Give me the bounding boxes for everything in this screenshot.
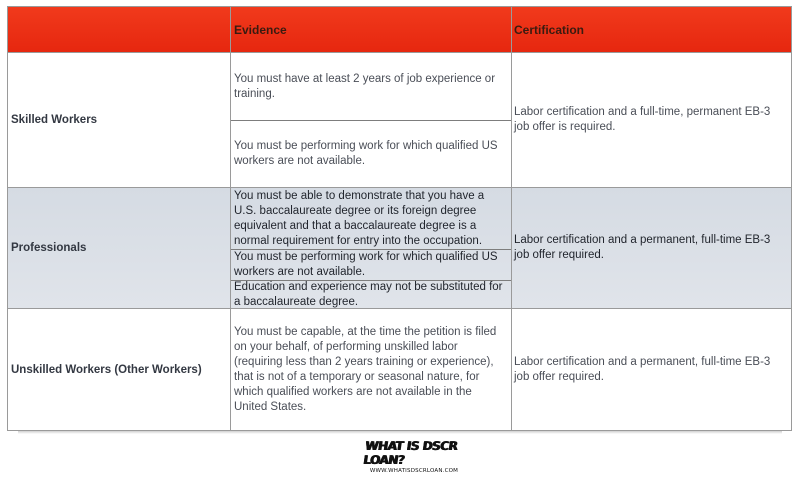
header-evidence: Evidence [234, 23, 287, 37]
row-category: Skilled Workers [11, 114, 98, 126]
row-category: Unskilled Workers (Other Workers) [11, 363, 202, 376]
evidence-cell: Education and experience may not be substituted for a baccalaureate degree. [234, 280, 503, 308]
evidence-cell: You must be performing work for which qualified US workers are not available. [234, 251, 498, 278]
evidence-cell: You must be able to demonstrate that you have a U.S. baccalaureate degree or its foreign degree equivalent and that a baccalaureate degree is a normal requirement for entry into the occupation. [234, 190, 485, 247]
table-shadow [18, 431, 782, 434]
table-row [8, 53, 791, 187]
eb3-requirements-table [7, 6, 792, 431]
evidence-cell: You must be performing work for which qualified US workers are not available. [234, 140, 498, 167]
table-row [8, 309, 791, 430]
certification-cell: Labor certification and a permanent, full-time EB-3 job offer required. [514, 234, 771, 261]
column-divider [230, 7, 231, 430]
table-row [8, 188, 791, 308]
row-category: Professionals [11, 242, 87, 254]
header-category [11, 7, 229, 53]
logo-title: WHAT IS DSCR LOAN? [362, 438, 458, 467]
column-divider [511, 7, 512, 430]
logo-url: WWW.WHATISDSCRLOAN.COM [369, 467, 459, 474]
certification-cell: Labor certification and a full-time, permanent EB-3 job offer is required. [514, 106, 771, 133]
header-certification: Certification [514, 23, 585, 37]
evidence-cell: You must be capable, at the time the petition is filed on your behalf, of performing unskilled labor (requiring less than 2 years training or experience), that is not of a temporary or seasonal nature, for which qualified workers are not available in the United States. [234, 325, 497, 413]
watermark-logo [364, 437, 464, 475]
evidence-cell: You must have at least 2 years of job experience or training. [234, 72, 496, 100]
certification-cell: Labor certification and a permanent, full-time EB-3 job offer required. [514, 355, 771, 383]
table-header-row [8, 7, 791, 53]
